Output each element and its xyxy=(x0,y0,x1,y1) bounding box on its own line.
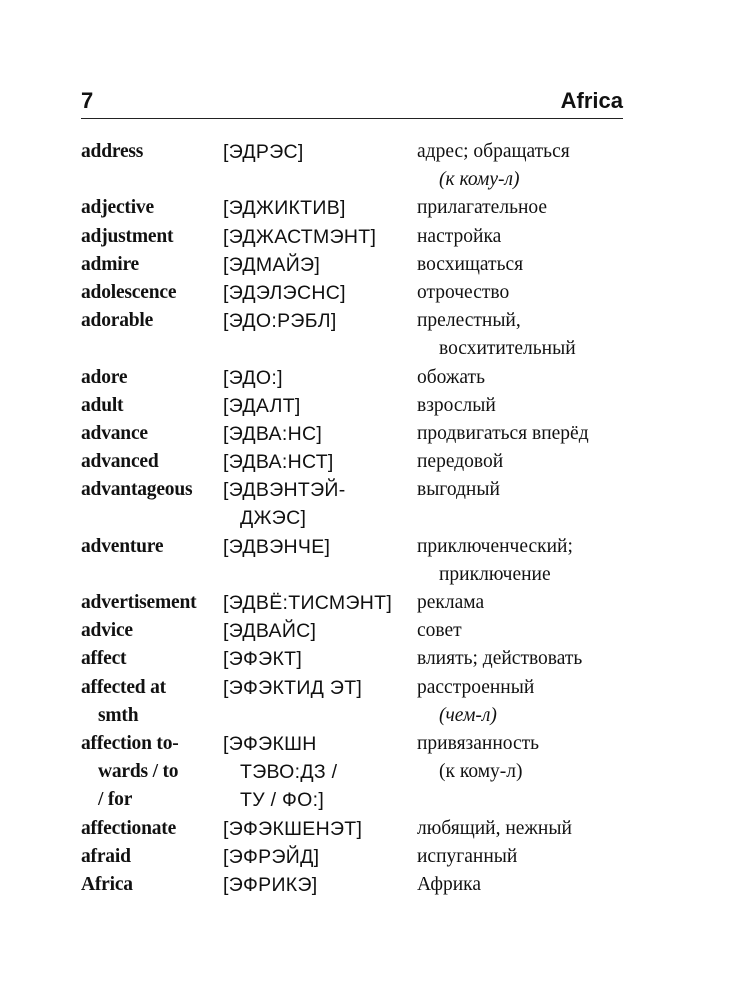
transcription xyxy=(223,251,419,279)
headword xyxy=(81,279,217,307)
headword xyxy=(81,533,217,561)
transcription xyxy=(223,533,419,561)
dictionary-entry xyxy=(81,364,623,392)
headword xyxy=(81,589,217,617)
headword-line: advantageous xyxy=(81,479,193,501)
dictionary-entry xyxy=(81,138,623,194)
translation xyxy=(417,251,632,279)
headword-line: advanced xyxy=(81,451,159,473)
translation xyxy=(417,645,632,673)
transcription xyxy=(223,364,419,392)
transcription xyxy=(223,589,419,617)
transcription xyxy=(223,815,419,843)
transcription-line: [ЭДО:] xyxy=(223,366,283,389)
headword xyxy=(81,138,217,166)
transcription-line: [ЭДЭЛЭСНС] xyxy=(223,281,346,304)
headword-line: advice xyxy=(81,620,133,642)
transcription-line: ТУ / ФО:] xyxy=(240,789,325,812)
headword-line: adult xyxy=(81,394,124,416)
headword-line: Africa xyxy=(81,873,133,895)
headword-line: affected at xyxy=(81,676,166,698)
headword xyxy=(81,476,217,504)
translation xyxy=(417,476,632,504)
headword-line: adorable xyxy=(81,310,154,332)
transcription-line: [ЭДВА:НСТ] xyxy=(223,451,334,474)
translation xyxy=(417,871,632,899)
headword-line: affectionate xyxy=(81,817,177,839)
dictionary-entry xyxy=(81,279,623,307)
transcription-line: [ЭФЭКШН xyxy=(223,733,317,756)
headword xyxy=(81,420,217,448)
translation-line: восхитительный xyxy=(439,338,576,360)
transcription xyxy=(223,279,419,307)
translation-line: совет xyxy=(417,620,462,642)
transcription-line: [ЭФЭКШЕНЭТ] xyxy=(223,817,363,840)
dictionary-entry xyxy=(81,674,623,730)
translation xyxy=(417,815,632,843)
translation xyxy=(417,194,632,222)
translation xyxy=(417,589,632,617)
transcription-line: [ЭДВЭНТЭЙ- xyxy=(223,479,346,502)
dictionary-entry xyxy=(81,871,623,899)
entry-list xyxy=(81,138,623,899)
translation xyxy=(417,448,632,476)
transcription-line: [ЭФЭКТ] xyxy=(223,648,303,671)
page-header xyxy=(81,88,623,119)
translation xyxy=(417,307,632,363)
transcription-line: [ЭДВЭНЧЕ] xyxy=(223,535,331,558)
translation-line: передовой xyxy=(417,451,504,473)
headword xyxy=(81,448,217,476)
translation xyxy=(417,138,632,194)
headword xyxy=(81,645,217,673)
headword-line: / for xyxy=(98,789,133,811)
headword xyxy=(81,815,217,843)
dictionary-entry xyxy=(81,420,623,448)
translation-line: испуганный xyxy=(417,845,518,867)
translation-line: отрочество xyxy=(417,281,510,303)
translation-line: выгодный xyxy=(417,479,500,501)
headword xyxy=(81,392,217,420)
dictionary-entry xyxy=(81,307,623,363)
translation-note: (к кому-л) xyxy=(439,169,520,191)
transcription-line: [ЭДЖАСТМЭНТ] xyxy=(223,225,377,248)
headword xyxy=(81,843,217,871)
headword xyxy=(81,871,217,899)
headword xyxy=(81,307,217,335)
dictionary-page xyxy=(81,88,623,896)
translation-line: взрослый xyxy=(417,394,496,416)
dictionary-entry xyxy=(81,617,623,645)
dictionary-entry xyxy=(81,392,623,420)
dictionary-entry xyxy=(81,843,623,871)
transcription-line: [ЭДВА:НС] xyxy=(223,422,323,445)
translation xyxy=(417,533,632,589)
dictionary-entry xyxy=(81,815,623,843)
transcription-line: [ЭДРЭС] xyxy=(223,141,304,163)
running-head: Africa xyxy=(560,88,623,113)
transcription xyxy=(223,843,419,871)
translation-line: приключенческий; xyxy=(417,535,573,557)
translation-line: влиять; действовать xyxy=(417,648,583,670)
page-number: 7 xyxy=(81,88,94,113)
translation-line: прилагательное xyxy=(417,197,548,219)
dictionary-entry xyxy=(81,589,623,617)
headword-line: adjective xyxy=(81,197,154,219)
dictionary-entry xyxy=(81,223,623,251)
headword xyxy=(81,674,217,730)
transcription xyxy=(223,138,419,166)
dictionary-entry xyxy=(81,476,623,532)
transcription xyxy=(223,194,419,222)
headword-line: admire xyxy=(81,253,140,275)
transcription xyxy=(223,617,419,645)
translation-note: (чем-л) xyxy=(439,704,497,726)
translation xyxy=(417,617,632,645)
translation-line: приключение xyxy=(439,563,551,585)
transcription xyxy=(223,420,419,448)
translation-line: обожать xyxy=(417,366,485,388)
dictionary-entry xyxy=(81,730,623,815)
headword-line: affection to- xyxy=(81,733,179,755)
transcription-line: [ЭДМАЙЭ] xyxy=(223,253,321,276)
translation-line: (к кому-л) xyxy=(439,761,523,783)
transcription-line: ТЭВО:ДЗ / xyxy=(240,761,338,784)
headword xyxy=(81,364,217,392)
headword xyxy=(81,251,217,279)
transcription xyxy=(223,307,419,335)
headword xyxy=(81,223,217,251)
transcription xyxy=(223,871,419,899)
translation xyxy=(417,392,632,420)
translation xyxy=(417,223,632,251)
transcription xyxy=(223,223,419,251)
translation-line: привязанность xyxy=(417,733,540,755)
translation xyxy=(417,674,632,730)
translation-line: Африка xyxy=(417,873,481,895)
headword-line: afraid xyxy=(81,845,131,867)
transcription-line: [ЭФРЭЙД] xyxy=(223,845,320,868)
translation xyxy=(417,420,632,448)
translation xyxy=(417,364,632,392)
headword xyxy=(81,194,217,222)
translation-line: любящий, нежный xyxy=(417,817,572,839)
translation-line: адрес; обращаться xyxy=(417,141,570,162)
headword-line: advertisement xyxy=(81,592,197,614)
transcription-line: [ЭФЭКТИД ЭТ] xyxy=(223,676,363,699)
translation-line: продвигаться вперёд xyxy=(417,422,589,444)
headword xyxy=(81,617,217,645)
transcription xyxy=(223,392,419,420)
headword-line: affect xyxy=(81,648,127,670)
headword-line: adventure xyxy=(81,535,164,557)
dictionary-entry xyxy=(81,194,623,222)
headword-line: smth xyxy=(98,704,139,726)
translation xyxy=(417,279,632,307)
translation-line: прелестный, xyxy=(417,310,521,332)
translation-line: настройка xyxy=(417,225,502,247)
dictionary-entry xyxy=(81,251,623,279)
translation-line: реклама xyxy=(417,592,485,614)
transcription xyxy=(223,730,419,815)
headword-line: address xyxy=(81,141,144,162)
headword-line: adjustment xyxy=(81,225,174,247)
transcription-line: [ЭДВАЙС] xyxy=(223,620,317,643)
dictionary-entry xyxy=(81,448,623,476)
transcription-line: [ЭДО:РЭБЛ] xyxy=(223,310,337,333)
transcription-line: [ЭДЖИКТИВ] xyxy=(223,197,346,220)
dictionary-entry xyxy=(81,645,623,673)
headword-line: wards / to xyxy=(98,761,179,783)
headword-line: adore xyxy=(81,366,128,388)
transcription xyxy=(223,645,419,673)
transcription xyxy=(223,476,419,532)
transcription xyxy=(223,674,419,702)
transcription-line: [ЭДАЛТ] xyxy=(223,394,301,417)
translation xyxy=(417,730,632,786)
headword-line: adolescence xyxy=(81,281,177,303)
transcription-line: [ЭФРИКЭ] xyxy=(223,873,318,896)
transcription-line: ДЖЭС] xyxy=(240,507,307,530)
transcription-line: [ЭДВЁ:ТИСМЭНТ] xyxy=(223,592,393,615)
translation-line: восхищаться xyxy=(417,253,524,275)
dictionary-entry xyxy=(81,533,623,589)
translation-line: расстроенный xyxy=(417,676,535,698)
translation xyxy=(417,843,632,871)
headword-line: advance xyxy=(81,422,148,444)
headword xyxy=(81,730,217,815)
transcription xyxy=(223,448,419,476)
